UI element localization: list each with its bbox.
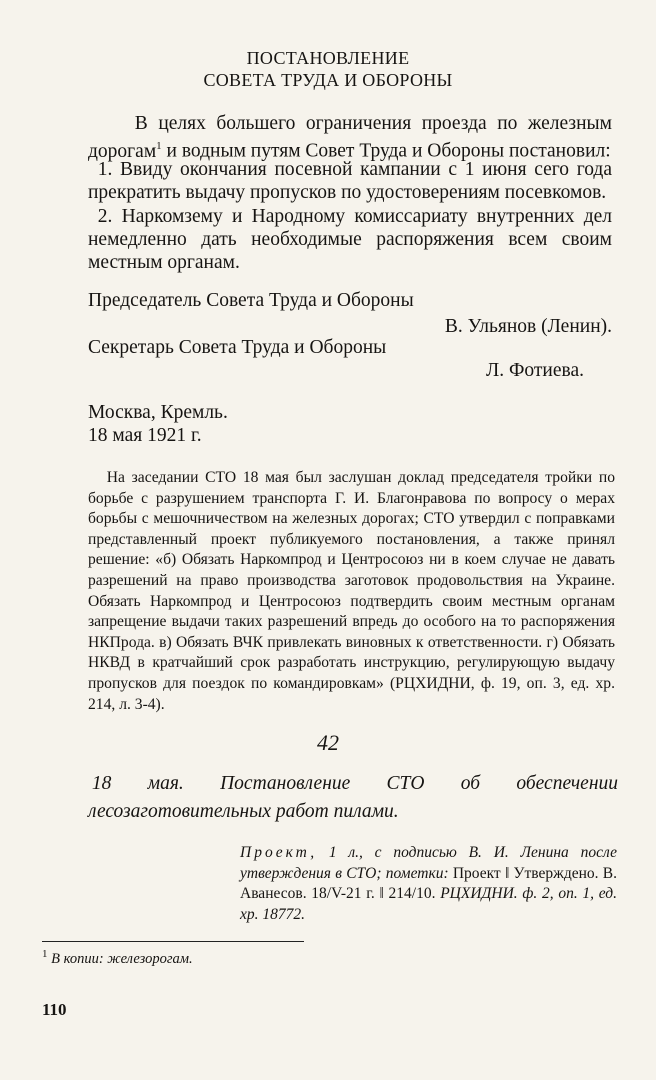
document-heading-text: 18 мая. Постановление СТО об обеспечении лесозаготовительных работ пилами. [88, 773, 618, 822]
item-1-text: 1. Ввиду окончания посевной кампании с 1 июня сего года прекратить выдачу пропусков по удостоверениям посевкомов. [88, 159, 612, 203]
footnote-number: 1 [42, 948, 48, 960]
footnote-text: : железорогам. [98, 950, 193, 967]
item-2-text: 2. Наркомзему и Народному комиссариату внутренних дел немедленно дать необходимые распоряжения всем своим местным органам. [88, 206, 612, 273]
decree-item-1 [88, 158, 612, 204]
decree-item-2 [88, 205, 612, 274]
document-heading [88, 770, 618, 826]
intro-text-end: и водным путям Совет Труда и Обороны постановил: [161, 140, 611, 162]
note-text: На заседании СТО 18 мая был заслушан доклад председателя тройки по борьбе с разрушением транспорта Г. И. Благонравова по вопросу о мерах борьбы с мешочничеством на железных дорогах; СТО утвердил с поправками представленный проект публикуемого постановления, а также принял решение: «б) Обязать Наркомпрод и Центросоюз ни в коем случае не давать разрешений на право производства заготовок продовольствия на Украине. Обязать Наркомпрод и Центросоюз подтвердить своим местным органам запрещение выдачи таких разрешений впредь до особого на то распоряжения НКПрода. в) Обязать ВЧК привлекать виновных к ответственности. г) Обязать НКВД в кратчайший срок разработать инструкцию, регулирующую выдачу пропусков для поездок по командировкам» (РЦХИДНИ, ф. 19, оп. 3, ед. хр. 214, л. 3-4). [88, 469, 615, 713]
secretary-role: Секретарь Совета Труда и Обороны [88, 337, 387, 358]
intro-text: В целях большего ограничения проезда по железным дорогам [88, 113, 612, 162]
chair-name: В. Ульянов (Ленин). [444, 316, 612, 337]
footnote-ref: 1 [156, 140, 162, 152]
chair-role: Председатель Совета Труда и Обороны [88, 290, 414, 311]
decree-title-line-2: СОВЕТА ТРУДА И ОБОРОНЫ [203, 70, 453, 90]
archival-italic: 1 л., с подписью В. И. Ленина после утверждения в СТО; пометки: [240, 844, 617, 882]
decree-title-line-1: ПОСТАНОВЛЕНИЕ [246, 48, 410, 68]
editorial-note [88, 468, 615, 715]
footnote-divider [42, 941, 304, 942]
document-number: 42 [317, 730, 339, 755]
archival-source: РЦХИДНИ. ф. 2, оп. 1, ед. хр. 18772. [240, 885, 617, 924]
archival-spaced: Проект, [240, 844, 318, 861]
footnote-prefix: В копии [51, 950, 99, 967]
archival-description [240, 843, 617, 926]
date: 18 мая 1921 г. [88, 425, 202, 446]
place: Москва, Кремль. [88, 402, 228, 423]
decree-intro [88, 112, 612, 163]
page-number: 110 [42, 1000, 67, 1019]
footnote [42, 948, 193, 968]
archival-plain: Проект ‖ Утверждено. В. Аванесов. 18/V-21 г. ‖ 214/10. [240, 864, 617, 903]
secretary-name: Л. Фотиева. [486, 360, 584, 381]
